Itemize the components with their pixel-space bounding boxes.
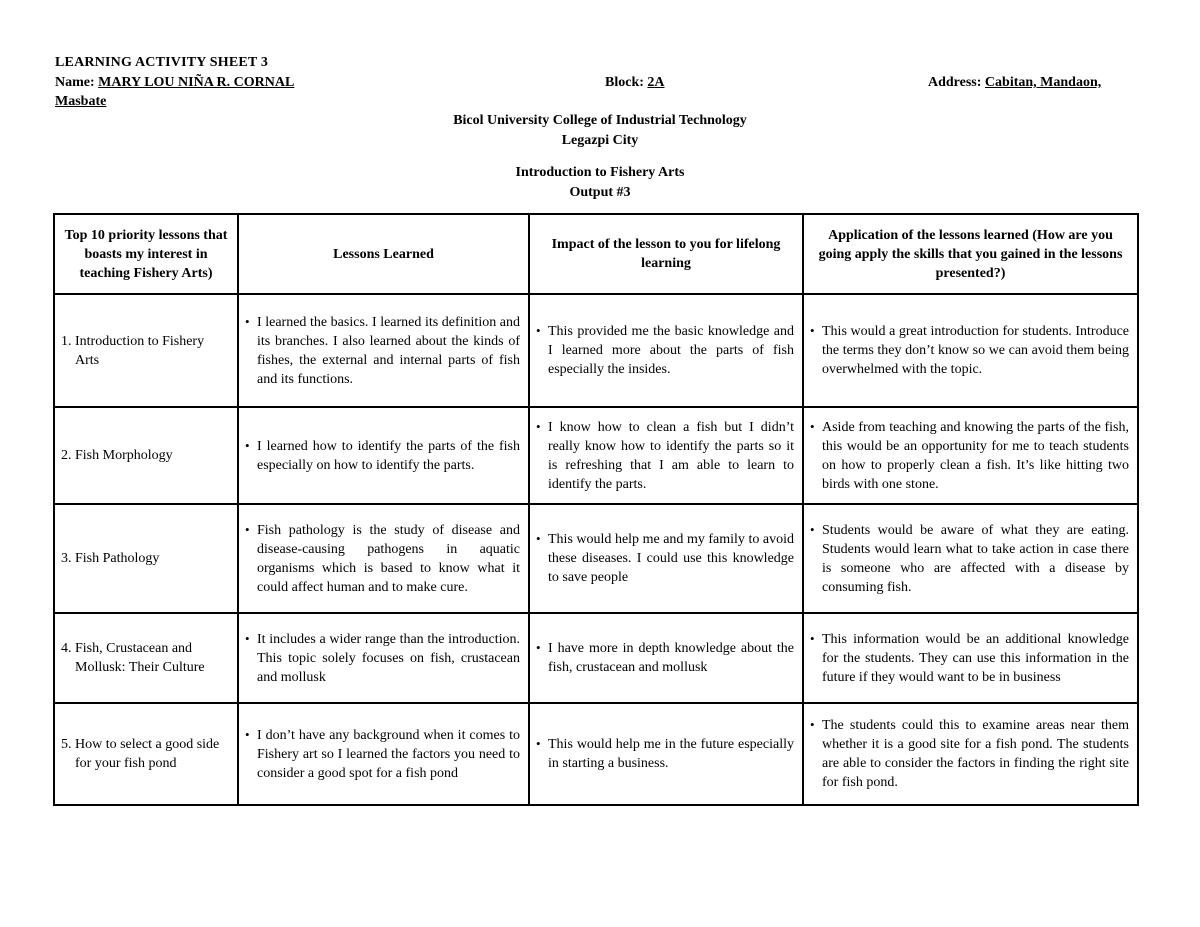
learned-text: • I learned how to identify the parts of the fish especially on how to identify the parts.	[245, 437, 520, 475]
block-label: Block:	[605, 75, 644, 90]
table-row	[54, 294, 1138, 407]
application-cell	[803, 294, 1138, 407]
impact-cell	[529, 504, 803, 613]
topic-cell	[54, 703, 238, 805]
impact-cell	[529, 703, 803, 805]
application-text: • The students could this to examine areas near them whether it is a good site for a fish pond. The students are able to consider the factors in finding the right site for fish pond.	[810, 716, 1129, 792]
topic-text: 4. Fish, Crustacean and Mollusk: Their Culture	[61, 641, 205, 675]
header-impact: Impact of the lesson to you for lifelong learning	[529, 214, 803, 294]
topic-cell	[54, 613, 238, 703]
address-value-line2: Masbate	[55, 94, 107, 109]
application-text: • Students would be aware of what they are eating. Students would learn what to take action in case there is someone who are affected with a disease by consuming fish.	[810, 521, 1129, 597]
application-cell	[803, 613, 1138, 703]
city-name: Legazpi City	[561, 133, 639, 148]
application-cell	[803, 504, 1138, 613]
topic-cell	[54, 504, 238, 613]
learned-text: • I learned the basics. I learned its definition and its branches. I also learned about the kinds of fishes, the external and internal parts of fish and its functions.	[245, 313, 520, 389]
address-label: Address:	[928, 75, 982, 90]
name-label: Name:	[55, 75, 95, 90]
impact-text: • This would help me and my family to avoid these diseases. I could use this knowledge to save people	[536, 530, 794, 587]
application-text: • Aside from teaching and knowing the parts of the fish, this would be an opportunity for me to teach students on how to properly clean a fish. It’s like hitting two birds with one stone.	[810, 418, 1129, 494]
impact-cell	[529, 613, 803, 703]
block-value: 2A	[647, 75, 665, 90]
impact-text: • This would help me in the future especially in starting a business.	[536, 735, 794, 773]
topic-text: 1. Introduction to Fishery Arts	[61, 333, 205, 368]
learned-cell	[238, 407, 529, 504]
student-block	[605, 75, 665, 91]
table-row	[54, 504, 1138, 613]
table-header-row	[54, 214, 1138, 294]
header-priority-lessons: Top 10 priority lessons that boasts my interest in teaching Fishery Arts)	[54, 214, 238, 294]
learned-cell	[238, 294, 529, 407]
impact-cell	[529, 294, 803, 407]
learned-text: • I don’t have any background when it comes to Fishery art so I learned the factors you need to consider a good spot for a fish pond	[245, 726, 520, 783]
header-application: Application of the lessons learned (How are you going apply the skills that you gained in the lessons presented?)	[803, 214, 1138, 294]
course-title: Introduction to Fishery Arts	[515, 165, 685, 180]
application-text: • This information would be an additional knowledge for the students. They can use this information in the future if they would want to be in business	[810, 630, 1129, 687]
learned-cell	[238, 613, 529, 703]
learned-text: • Fish pathology is the study of disease and disease-causing pathogens in aquatic organisms which is based to know what it could affect human and to make cure.	[245, 521, 520, 597]
application-text: • This would a great introduction for students. Introduce the terms they don’t know so we can avoid them being overwhelmed with the topic.	[810, 322, 1129, 379]
topic-text: 5. How to select a good side for your fish pond	[61, 737, 220, 771]
header-lessons-learned: Lessons Learned	[238, 214, 529, 294]
topic-cell	[54, 407, 238, 504]
application-cell	[803, 407, 1138, 504]
impact-text: • I know how to clean a fish but I didn’t really know how to identify the parts so it is refreshing that I am able to learn to identify the parts.	[536, 418, 794, 494]
name-value: MARY LOU NIÑA R. CORNAL	[98, 75, 295, 90]
lessons-table	[53, 213, 1139, 806]
learned-cell	[238, 703, 529, 805]
topic-cell	[54, 294, 238, 407]
topic-text: 3. Fish Pathology	[61, 551, 160, 566]
output-number: Output #3	[569, 185, 631, 200]
student-name	[55, 75, 294, 91]
topic-text: 2. Fish Morphology	[61, 448, 173, 463]
address-value-line1: Cabitan, Mandaon,	[984, 75, 1102, 90]
impact-text: • This provided me the basic knowledge and I learned more about the parts of fish especially the insides.	[536, 322, 794, 379]
student-address	[928, 75, 1101, 91]
university-name: Bicol University College of Industrial Technology	[453, 113, 747, 128]
table-row	[54, 613, 1138, 703]
table-row	[54, 407, 1138, 504]
impact-cell	[529, 407, 803, 504]
application-cell	[803, 703, 1138, 805]
learned-cell	[238, 504, 529, 613]
table-row	[54, 703, 1138, 805]
learned-text: • It includes a wider range than the introduction. This topic solely focuses on fish, crustacean and mollusk	[245, 630, 520, 687]
sheet-title: LEARNING ACTIVITY SHEET 3	[55, 55, 269, 70]
impact-text: • I have more in depth knowledge about the fish, crustacean and mollusk	[536, 639, 794, 677]
